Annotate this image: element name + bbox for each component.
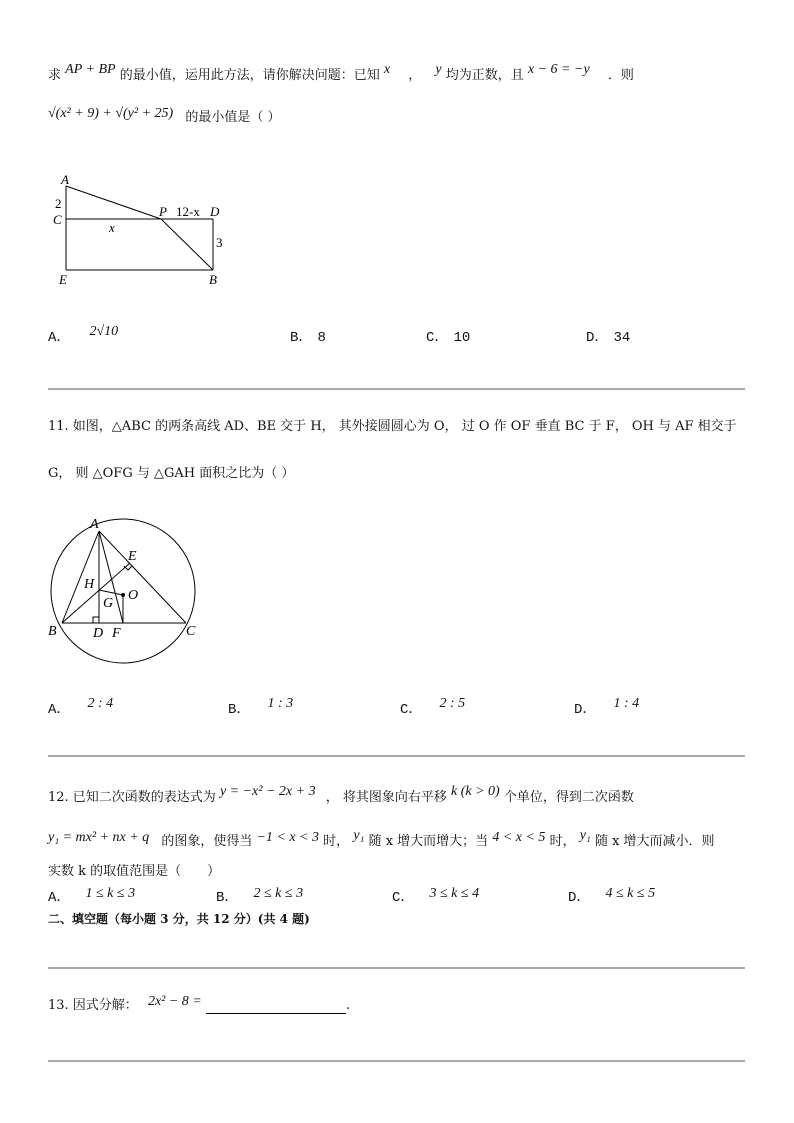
q12-text-1a: 12. 已知二次函数的表达式为 <box>48 790 216 805</box>
q10-label-3: 3 <box>216 235 223 250</box>
q13-answer-blank[interactable] <box>206 999 346 1014</box>
q12-option-d-label: D． <box>568 890 591 906</box>
q10-var-x: x <box>383 62 391 77</box>
q10-line-pb <box>161 219 213 270</box>
q11-altitude-be <box>62 563 130 623</box>
q10-expr-ap-bp: AP + BP <box>65 62 116 77</box>
q12-option-c-value: 3 ≤ k ≤ 4 <box>429 886 480 901</box>
q10-figure <box>48 168 238 292</box>
q10-then-text: ．则 <box>607 68 634 83</box>
section-2-title: 二、填空题（每小题 3 分，共 12 分）(共 4 题) <box>48 912 310 926</box>
q12-expr-k: k (k > 0) <box>451 784 500 799</box>
q10-option-b[interactable] <box>290 326 326 346</box>
q10-label-2: 2 <box>55 196 62 211</box>
q12-expr-range1: −1 < x < 3 <box>256 830 320 845</box>
q11-line-oh <box>99 590 123 595</box>
q11-option-c-value: 2 : 5 <box>439 696 466 711</box>
q13-line <box>48 994 350 1014</box>
q11-option-d[interactable] <box>574 698 639 718</box>
q11-label-a: A <box>90 517 99 532</box>
q12-text-1c: 个单位，得到二次函数 <box>503 790 634 805</box>
q10-line-ap <box>66 186 161 219</box>
q13-end-dot: . <box>345 998 351 1013</box>
q12-var-y1-a: y₁ <box>353 828 365 843</box>
q12-expr-function: y = −x² − 2x + 3 <box>219 784 316 799</box>
q12-text-2e: 随 x 增大而减小．则 <box>594 834 715 849</box>
q13-prefix: 13. 因式分解： <box>48 998 138 1013</box>
q10-option-d[interactable] <box>586 326 630 346</box>
q11-label-b: B <box>48 624 57 639</box>
q11-label-f: F <box>112 626 121 641</box>
q10-mid2-text: 均为正数，且 <box>445 68 524 83</box>
q12-option-d[interactable] <box>568 886 655 906</box>
q10-line2 <box>48 106 280 126</box>
q10-option-a-value: 2√10 <box>89 324 119 339</box>
q10-mid-text: 的最小值，运用此方法，请你解决问题：已知 <box>119 68 380 83</box>
q11-label-o: O <box>128 588 139 603</box>
q10-option-c-value: 10 <box>453 330 471 346</box>
q10-label-c: C <box>53 212 62 227</box>
divider-3 <box>48 967 745 969</box>
q12-option-d-value: 4 ≤ k ≤ 5 <box>605 886 656 901</box>
q11-figure <box>44 514 204 666</box>
q12-line1 <box>48 786 634 806</box>
divider-4 <box>48 1060 745 1062</box>
q10-option-a-label: A． <box>48 330 71 346</box>
q10-question-suffix: 的最小值是（ ） <box>185 110 281 125</box>
q11-line2: G， 则 △OFG 与 △GAH 面积之比为（ ） <box>48 466 295 481</box>
q12-option-b-value: 2 ≤ k ≤ 3 <box>253 886 304 901</box>
q11-right-angle-e <box>124 566 132 570</box>
q11-option-d-label: D． <box>574 702 597 718</box>
q11-option-c-label: C． <box>400 702 423 718</box>
q11-right-angle-d <box>93 617 99 623</box>
q11-option-b-value: 1 : 3 <box>267 696 294 711</box>
q11-line1: 11. 如图，△ABC 的两条高线 AD、BE 交于 H， 其外接圆圆心为 O， 过 O 作 OF 垂直 BC 于 F， OH 与 AF 相交于 <box>48 419 737 434</box>
q10-option-c[interactable] <box>426 326 470 346</box>
q12-text-2d: 时， <box>549 834 576 849</box>
q12-expr-range2: 4 < x < 5 <box>492 830 546 845</box>
q10-label-x: x <box>109 220 115 235</box>
q11-option-c[interactable] <box>400 698 465 718</box>
q10-option-d-label: D． <box>586 330 609 346</box>
q11-option-a-label: A． <box>48 702 71 718</box>
q12-line2 <box>48 830 715 850</box>
q10-option-c-label: C． <box>426 330 449 346</box>
q11-option-a[interactable] <box>48 698 113 718</box>
q10-option-b-label: B． <box>290 330 313 346</box>
q10-expr-condition: x − 6 = −y <box>527 62 590 77</box>
q12-option-c[interactable] <box>392 886 479 906</box>
q10-sqrt-expression: √(x² + 9) + √(y² + 25) <box>48 106 174 121</box>
q12-option-a[interactable] <box>48 886 135 906</box>
q11-label-e: E <box>128 549 137 564</box>
q11-option-a-value: 2 : 4 <box>87 696 114 711</box>
q12-text-2a: 的图象，使得当 <box>161 834 253 849</box>
q11-circumcircle <box>51 519 195 663</box>
divider-2 <box>48 755 745 757</box>
q11-option-b-label: B． <box>228 702 251 718</box>
q12-var-y1-b: y₁ <box>579 828 591 843</box>
q13-expression: 2x² − 8 = <box>147 994 202 1009</box>
q10-option-a[interactable] <box>48 326 118 346</box>
q10-label-d: D <box>210 204 220 219</box>
q10-option-b-value: 8 <box>317 330 326 346</box>
q10-option-d-value: 34 <box>613 330 631 346</box>
q11-label-c: C <box>186 624 196 639</box>
q10-prefix: 求 <box>48 68 62 83</box>
q11-label-d: D <box>93 626 104 641</box>
q10-label-e: E <box>59 272 67 287</box>
divider-1 <box>48 388 745 390</box>
q12-text-1b: ， 将其图象向右平移 <box>325 790 447 805</box>
q11-point-o <box>121 593 125 597</box>
q12-option-a-label: A． <box>48 890 71 906</box>
q12-option-b[interactable] <box>216 886 303 906</box>
q12-line3: 实数 k 的取值范围是（ ） <box>48 864 221 879</box>
q12-expr-y1: y₁ = mx² + nx + q <box>48 830 150 845</box>
q10-line1 <box>48 64 634 84</box>
q11-label-g: G <box>103 596 114 611</box>
q10-label-a: A <box>61 172 69 187</box>
q12-option-c-label: C． <box>392 890 415 906</box>
q12-option-b-label: B． <box>216 890 239 906</box>
q10-var-y: y <box>435 62 442 77</box>
q11-option-b[interactable] <box>228 698 293 718</box>
q10-label-b: B <box>209 272 217 287</box>
q10-label-p: P <box>159 204 167 219</box>
q12-text-2c: 随 x 增大而增大；当 <box>368 834 489 849</box>
q10-label-12-x: 12-x <box>176 204 200 219</box>
q12-text-2b: 时， <box>323 834 350 849</box>
q12-option-a-value: 1 ≤ k ≤ 3 <box>85 886 136 901</box>
q10-comma: ， <box>408 68 422 83</box>
q11-option-d-value: 1 : 4 <box>613 696 640 711</box>
q11-label-h: H <box>84 577 95 592</box>
